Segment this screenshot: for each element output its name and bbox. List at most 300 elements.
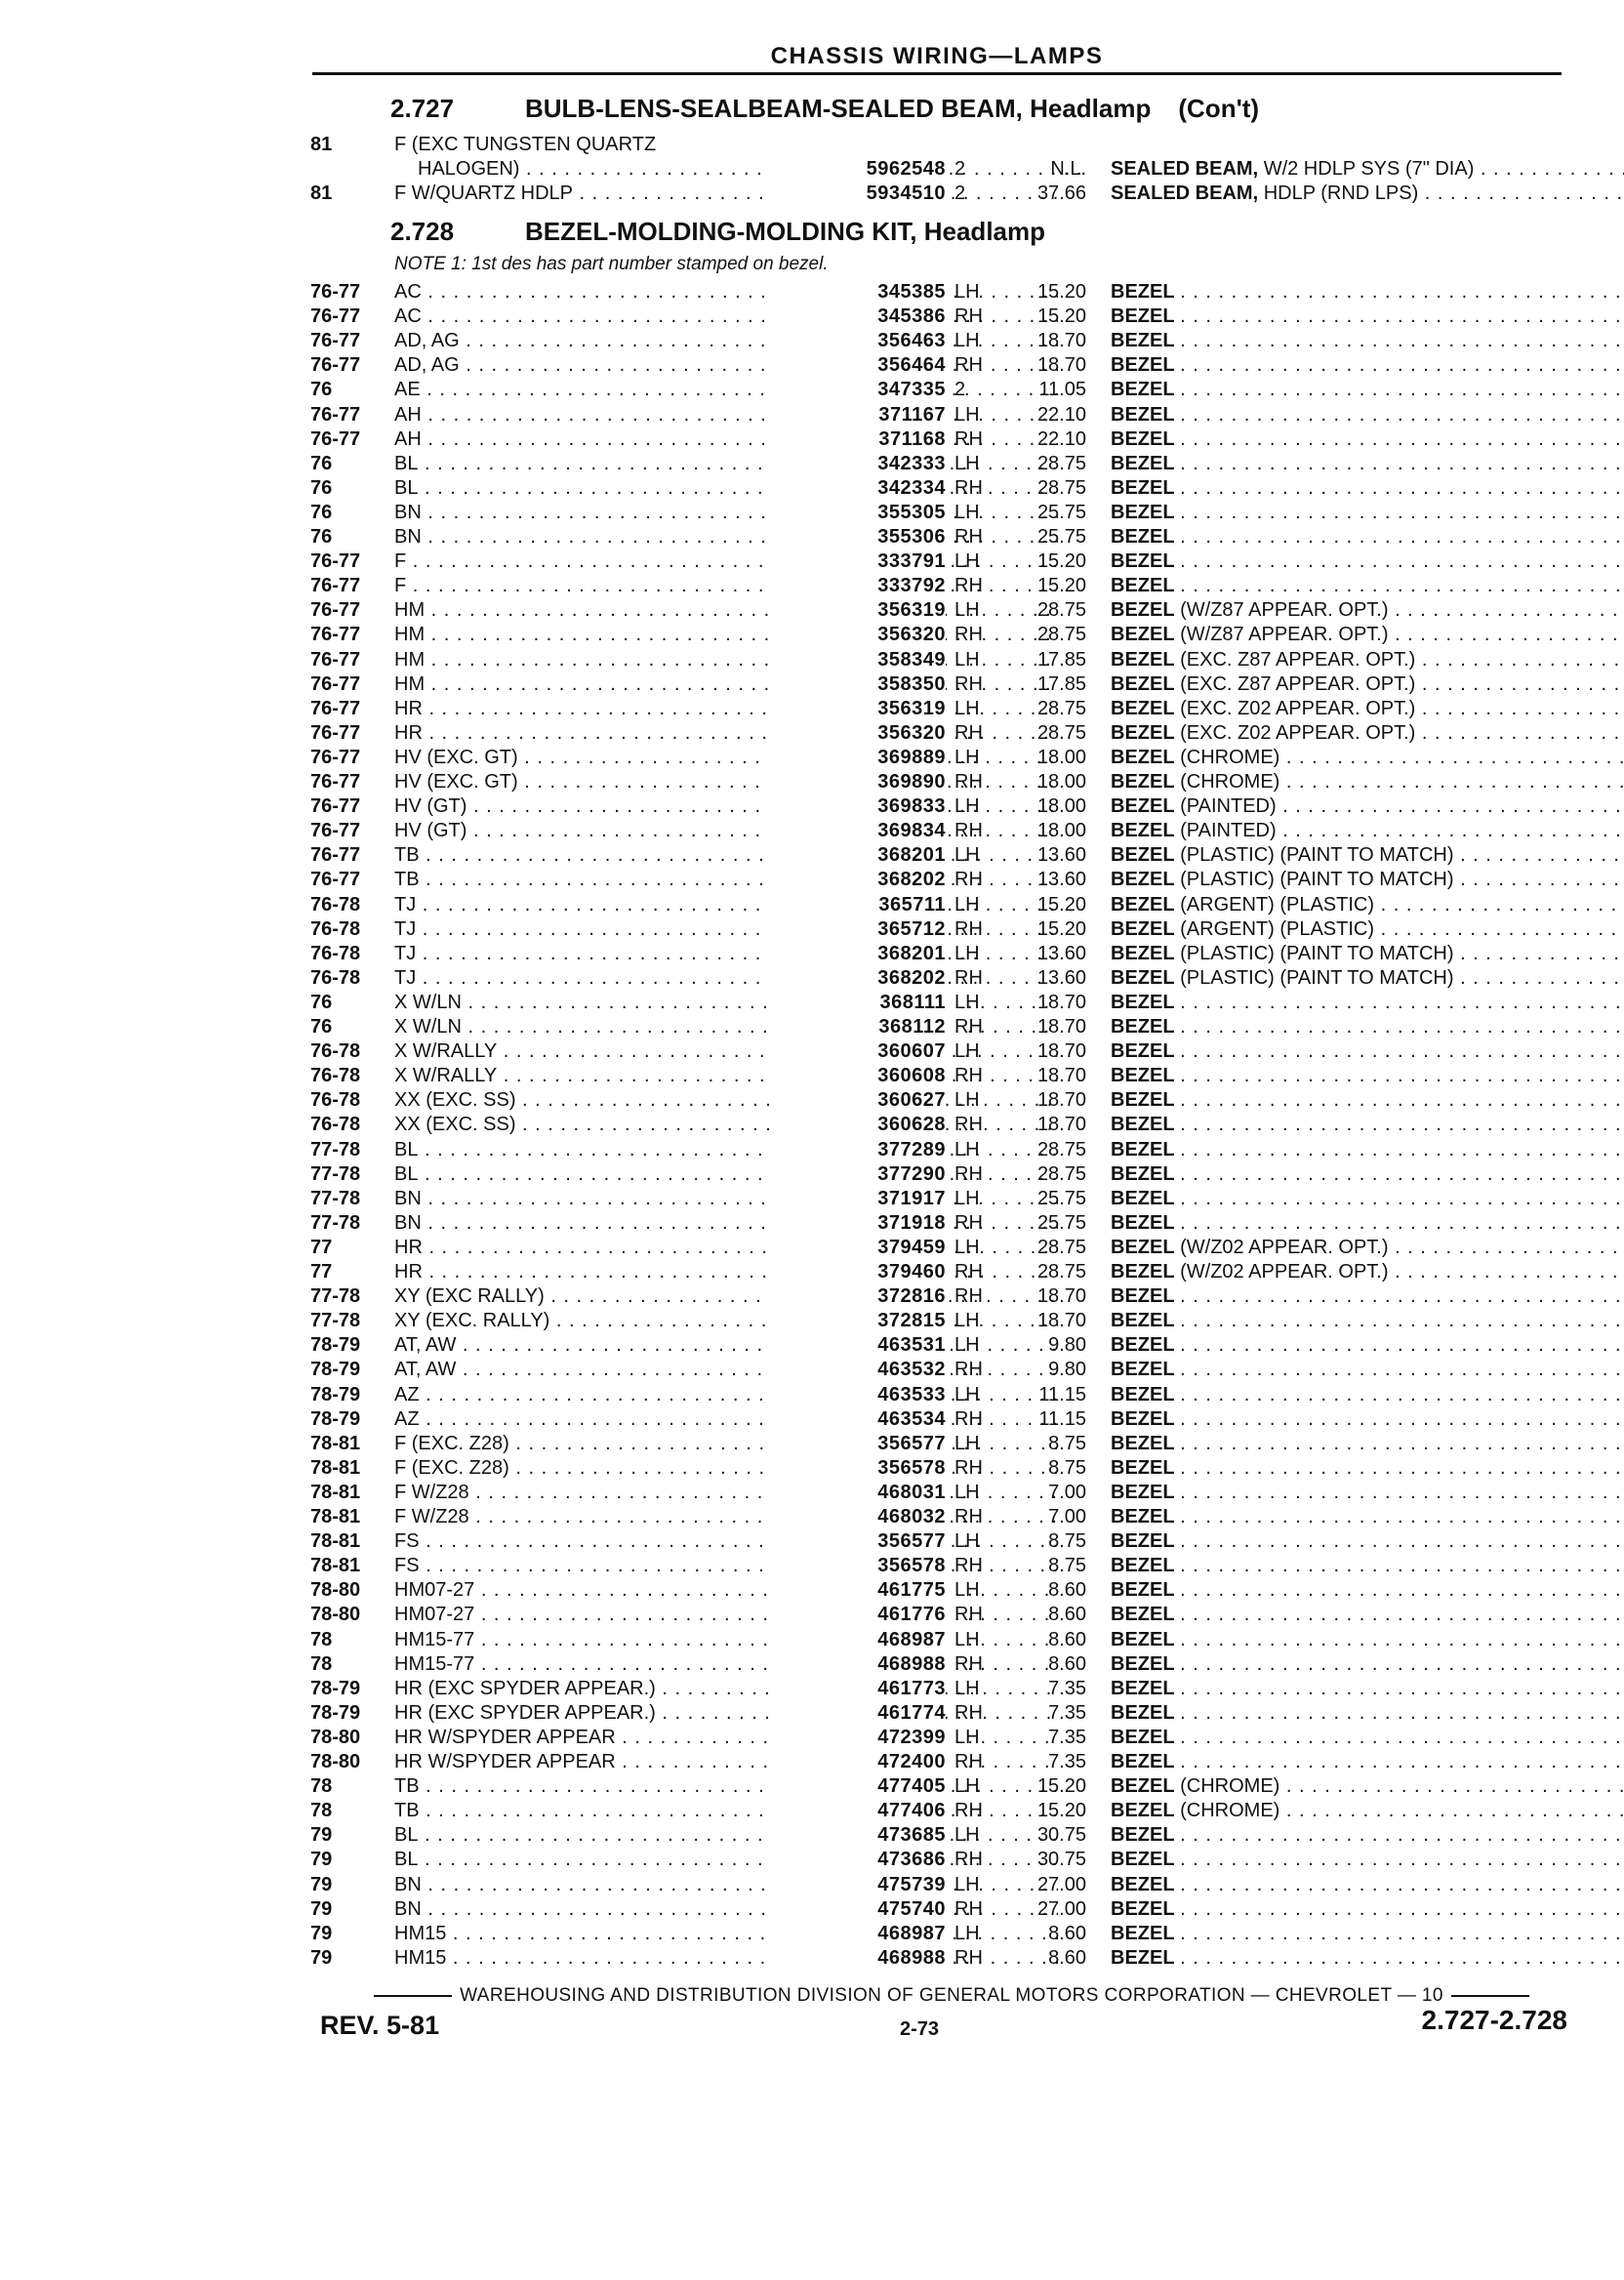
quantity: LH: [954, 1874, 980, 1895]
part-number: 342334: [769, 476, 946, 501]
table-row: [310, 1187, 1579, 1211]
model-years: 76-77: [310, 305, 361, 327]
part-name-main: BEZEL: [1111, 1065, 1175, 1086]
table-row: [310, 1946, 1579, 1971]
price: 27.00: [1036, 1874, 1086, 1895]
model-years: 76-77: [310, 673, 361, 695]
part-number: 372815: [769, 1309, 946, 1333]
table-row: [310, 893, 1579, 917]
part-name-detail: (PLASTIC) (PAINT TO MATCH): [1180, 844, 1454, 866]
part-name: [1111, 1162, 1624, 1187]
model-years: 78-81: [310, 1482, 361, 1503]
part-name-main: BEZEL: [1111, 1016, 1175, 1038]
model-years: 78: [310, 1653, 333, 1675]
part-name: [1111, 843, 1624, 868]
price: 11.05: [1038, 379, 1086, 400]
price: 28.75: [1036, 1261, 1086, 1282]
part-name-main: BEZEL: [1111, 428, 1175, 450]
model-description: BL . . .: [394, 1823, 1058, 1848]
part-name-main: BEZEL: [1111, 1163, 1175, 1185]
price: 15.20: [1036, 305, 1086, 327]
part-name-main: BEZEL: [1111, 330, 1175, 351]
model-description: BN . . .: [394, 501, 1058, 525]
quantity: LH: [954, 1040, 980, 1062]
section-range: 2.727-2.728: [1421, 2005, 1567, 2035]
part-number: 347335: [769, 378, 946, 402]
table-row: [310, 403, 1579, 428]
part-name: [1111, 697, 1624, 721]
part-name-main: BEZEL: [1111, 453, 1175, 474]
part-name-detail: (CHROME): [1180, 1775, 1280, 1797]
part-name-main: BEZEL: [1111, 1555, 1175, 1576]
model-years: 81: [310, 183, 333, 204]
part-name-main: BEZEL: [1111, 1604, 1175, 1625]
model-years: 76-77: [310, 428, 361, 450]
model-description: F . . .: [394, 574, 1058, 598]
part-name: [1111, 1284, 1624, 1309]
part-number: 356464: [769, 353, 946, 378]
price: 18.00: [1036, 820, 1086, 841]
price: 28.75: [1036, 624, 1086, 645]
part-number: 342333: [769, 452, 946, 476]
model-description: X W/LN . . .: [394, 991, 1058, 1015]
quantity: RH: [954, 673, 983, 695]
model-description: HM . . .: [394, 598, 1058, 623]
part-number: 356320: [769, 721, 946, 746]
quantity: LH: [954, 550, 980, 572]
model-years: 76-77: [310, 599, 361, 621]
part-name: [1111, 746, 1624, 770]
quantity: RH: [954, 1408, 983, 1430]
model-description: BN . . .: [394, 1873, 1058, 1897]
table-row: [310, 966, 1579, 991]
model-years: 76-77: [310, 281, 361, 303]
model-description: FS . . .: [394, 1529, 1058, 1554]
part-name: [1111, 1358, 1624, 1382]
part-name-main: SEALED BEAM,: [1111, 158, 1259, 180]
price: 28.75: [1036, 722, 1086, 744]
part-name: [1111, 329, 1624, 353]
table-row: [310, 721, 1579, 746]
part-number: 368111: [769, 991, 946, 1015]
model-description: HM . . .: [394, 648, 1058, 672]
model-description: TB . . .: [394, 868, 1058, 892]
section-2728-title: [390, 217, 1045, 247]
model-description: AC . . .: [394, 305, 1058, 329]
page-number: 2-73: [900, 2018, 940, 2040]
table-row: [310, 648, 1579, 672]
table-row: [310, 452, 1579, 476]
model-years: 78-81: [310, 1506, 361, 1527]
model-years: 78-79: [310, 1408, 361, 1430]
part-name: [1111, 1603, 1624, 1627]
quantity: RH: [954, 1555, 983, 1576]
part-name: [1111, 157, 1624, 182]
part-name: [1111, 1015, 1624, 1039]
part-number: 463531: [769, 1333, 946, 1358]
quantity: LH: [954, 844, 980, 866]
model-years: 78-79: [310, 1678, 361, 1699]
quantity: RH: [954, 575, 983, 596]
price: 18.70: [1036, 1089, 1086, 1111]
part-name: [1111, 868, 1624, 892]
part-number: 368112: [769, 1015, 946, 1039]
price: 18.70: [1036, 1016, 1086, 1038]
part-name-detail: (W/Z87 APPEAR. OPT.): [1180, 624, 1389, 645]
table-row: [310, 868, 1579, 892]
part-name: [1111, 1236, 1624, 1260]
part-name-main: BEZEL: [1111, 1727, 1175, 1748]
part-number: 377289: [769, 1138, 946, 1162]
part-name: [1111, 1750, 1624, 1774]
price: 8.60: [1048, 1629, 1086, 1650]
part-number: 368202: [769, 966, 946, 991]
part-name-detail: HDLP (RND LPS): [1263, 183, 1419, 204]
price: 37.66: [1036, 183, 1086, 204]
part-name-main: BEZEL: [1111, 1629, 1175, 1650]
model-description: BL . . .: [394, 1848, 1058, 1872]
table-row: [310, 1848, 1579, 1872]
price: 8.60: [1048, 1947, 1086, 1969]
table-row: [310, 1603, 1579, 1627]
quantity: LH: [954, 943, 980, 964]
price: 18.00: [1036, 747, 1086, 768]
quantity: LH: [954, 1629, 980, 1650]
section-number: 2.727: [390, 94, 455, 123]
part-number: 360628: [769, 1113, 946, 1137]
part-number: 365711: [769, 893, 946, 917]
revision-label: REV. 5-81: [320, 2011, 440, 2040]
price: 15.20: [1036, 1775, 1086, 1797]
model-years: 76: [310, 502, 333, 523]
model-description: FS . . .: [394, 1554, 1058, 1578]
quantity: LH: [954, 1727, 980, 1748]
model-years: 77-78: [310, 1285, 361, 1307]
part-number: 5934510: [769, 182, 946, 206]
quantity: RH: [954, 1702, 983, 1724]
table-row: [310, 1284, 1579, 1309]
price: 28.75: [1036, 698, 1086, 719]
part-number: 468987: [769, 1628, 946, 1652]
table-row: [310, 1088, 1579, 1113]
part-number: 377290: [769, 1162, 946, 1187]
quantity: LH: [954, 1139, 980, 1160]
part-name-main: BEZEL: [1111, 1482, 1175, 1503]
quantity: RH: [954, 1285, 983, 1307]
part-number: 369833: [769, 794, 946, 819]
part-number: 371167: [769, 403, 946, 428]
quantity: LH: [954, 1923, 980, 1944]
table-row: [310, 1774, 1579, 1799]
quantity: LH: [954, 747, 980, 768]
model-years: 78-81: [310, 1433, 361, 1454]
quantity: LH: [954, 1237, 980, 1258]
model-years: 77-78: [310, 1163, 361, 1185]
model-years: 76: [310, 453, 333, 474]
part-name-detail: (PLASTIC) (PAINT TO MATCH): [1180, 869, 1454, 890]
part-name-main: BEZEL: [1111, 1824, 1175, 1846]
model-years: 78-80: [310, 1751, 361, 1772]
part-number: 358350: [769, 672, 946, 697]
part-name-main: BEZEL: [1111, 1188, 1175, 1209]
price: 28.75: [1036, 599, 1086, 621]
part-number: 371168: [769, 428, 946, 452]
part-name: [1111, 182, 1624, 206]
table-row: [310, 157, 1579, 182]
table-row: [310, 843, 1579, 868]
part-name: [1111, 1064, 1624, 1088]
part-name: [1111, 378, 1624, 402]
model-years: 76-77: [310, 649, 361, 671]
part-number: 463533: [769, 1383, 946, 1407]
part-number: 473686: [769, 1848, 946, 1872]
model-description: X W/RALLY . . .: [394, 1039, 1058, 1064]
quantity: RH: [954, 624, 983, 645]
model-description: XY (EXC. RALLY) . . .: [394, 1309, 1058, 1333]
part-number: 360607: [769, 1039, 946, 1064]
quantity: LH: [954, 599, 980, 621]
table-row: [310, 476, 1579, 501]
part-name-main: BEZEL: [1111, 1089, 1175, 1111]
part-name: [1111, 1652, 1624, 1677]
model-description: HM15-77 . . .: [394, 1628, 1058, 1652]
quantity: RH: [954, 967, 983, 989]
section-2727-title: [390, 94, 1259, 124]
model-description: BN . . .: [394, 1187, 1058, 1211]
model-description: HM07-27 . . .: [394, 1578, 1058, 1603]
model-description: AZ . . .: [394, 1407, 1058, 1432]
part-number: 345385: [769, 280, 946, 305]
model-description: HR (EXC SPYDER APPEAR.) . . .: [394, 1677, 1058, 1701]
model-years: 79: [310, 1923, 333, 1944]
model-years: 76-77: [310, 624, 361, 645]
model-years: 78-79: [310, 1384, 361, 1405]
model-years: 81: [310, 134, 333, 155]
quantity: RH: [954, 1849, 983, 1870]
model-description: HR . . .: [394, 697, 1058, 721]
price: 7.00: [1048, 1482, 1086, 1503]
model-description: HR . . .: [394, 1236, 1058, 1260]
part-name-main: BEZEL: [1111, 550, 1175, 572]
part-name: [1111, 1039, 1624, 1064]
table-row: [310, 1652, 1579, 1677]
quantity: LH: [954, 502, 980, 523]
price: 18.70: [1036, 1285, 1086, 1307]
section-name: BEZEL-MOLDING-MOLDING KIT, Headlamp: [525, 217, 1045, 246]
part-name: [1111, 672, 1624, 697]
part-name: [1111, 1873, 1624, 1897]
part-number: 360608: [769, 1064, 946, 1088]
model-years: 76-77: [310, 698, 361, 719]
quantity: LH: [954, 698, 980, 719]
part-number: 365712: [769, 917, 946, 942]
part-number: 461775: [769, 1578, 946, 1603]
model-years: 76: [310, 992, 333, 1013]
model-years: 76-78: [310, 1114, 361, 1135]
quantity: RH: [954, 428, 983, 450]
price: 13.60: [1036, 943, 1086, 964]
part-name: [1111, 1922, 1624, 1946]
part-name-main: BEZEL: [1111, 1923, 1175, 1944]
price: 18.70: [1036, 354, 1086, 376]
part-number: 356320: [769, 623, 946, 647]
part-number: 355305: [769, 501, 946, 525]
table-row: [310, 746, 1579, 770]
model-description: TJ . . .: [394, 893, 1058, 917]
page-header: CHASSIS WIRING—LAMPS: [770, 43, 1104, 69]
part-name-main: BEZEL: [1111, 1334, 1175, 1356]
part-number: 356463: [769, 329, 946, 353]
price: 8.60: [1048, 1604, 1086, 1625]
quantity: LH: [954, 795, 980, 817]
model-description: AT, AW . . .: [394, 1358, 1058, 1382]
model-description: F W/Z28 . . .: [394, 1481, 1058, 1505]
part-name-main: BEZEL: [1111, 502, 1175, 523]
model-description: AC . . .: [394, 280, 1058, 305]
price: 25.75: [1036, 1212, 1086, 1234]
part-name-main: BEZEL: [1111, 649, 1175, 671]
price: 8.60: [1048, 1653, 1086, 1675]
model-years: 78: [310, 1800, 333, 1821]
part-number: 356577: [769, 1432, 946, 1456]
quantity: RH: [954, 1898, 983, 1920]
model-description: AZ . . .: [394, 1383, 1058, 1407]
part-name-detail: W/2 HDLP SYS (7" DIA): [1263, 158, 1475, 180]
part-number: 477405: [769, 1774, 946, 1799]
model-years: 79: [310, 1898, 333, 1920]
part-name-main: SEALED BEAM,: [1111, 183, 1259, 204]
part-name-main: BEZEL: [1111, 1678, 1175, 1699]
part-name-main: BEZEL: [1111, 379, 1175, 400]
part-number: 475739: [769, 1873, 946, 1897]
price: 28.75: [1036, 1139, 1086, 1160]
model-years: 78: [310, 1775, 333, 1797]
part-name-detail: (ARGENT) (PLASTIC): [1180, 918, 1375, 940]
price: 13.60: [1036, 967, 1086, 989]
quantity: RH: [954, 305, 983, 327]
quantity: LH: [954, 1089, 980, 1111]
part-number: 472400: [769, 1750, 946, 1774]
table-row: [310, 1162, 1579, 1187]
model-description: HV (GT) . . .: [394, 819, 1058, 843]
part-name: [1111, 942, 1624, 966]
part-name: [1111, 794, 1624, 819]
part-name: [1111, 770, 1624, 794]
quantity: RH: [954, 1653, 983, 1675]
model-description: TB . . .: [394, 1799, 1058, 1823]
model-description: HR W/SPYDER APPEAR . . .: [394, 1726, 1058, 1750]
model-years: 78-79: [310, 1702, 361, 1724]
part-name: [1111, 428, 1624, 452]
price: 17.85: [1036, 649, 1086, 671]
price: 18.00: [1036, 771, 1086, 793]
model-description: XX (EXC. SS) . . .: [394, 1113, 1058, 1137]
table-row: [310, 378, 1579, 402]
part-name-main: BEZEL: [1111, 747, 1175, 768]
quantity: RH: [954, 869, 983, 890]
part-number: 461774: [769, 1701, 946, 1726]
table-row: [310, 1211, 1579, 1236]
part-name-main: BEZEL: [1111, 1874, 1175, 1895]
model-description: TB . . .: [394, 1774, 1058, 1799]
price: 9.80: [1048, 1359, 1086, 1380]
part-name: [1111, 1848, 1624, 1872]
part-name: [1111, 403, 1624, 428]
part-number: 369890: [769, 770, 946, 794]
part-name: [1111, 1946, 1624, 1971]
part-number: 468988: [769, 1652, 946, 1677]
part-name: [1111, 280, 1624, 305]
part-name-detail: (CHROME): [1180, 1800, 1280, 1821]
part-number: 379459: [769, 1236, 946, 1260]
table-row: [310, 1922, 1579, 1946]
part-name-main: BEZEL: [1111, 404, 1175, 426]
table-row: [310, 1750, 1579, 1774]
model-description: AH . . .: [394, 403, 1058, 428]
price: 15.20: [1036, 550, 1086, 572]
part-name: [1111, 1554, 1624, 1578]
part-name-detail: (PLASTIC) (PAINT TO MATCH): [1180, 967, 1454, 989]
model-years: 76: [310, 1016, 333, 1038]
price: 18.00: [1036, 795, 1086, 817]
part-name-detail: (CHROME): [1180, 771, 1280, 793]
quantity: RH: [954, 1261, 983, 1282]
model-years: 78-81: [310, 1530, 361, 1552]
quantity: RH: [954, 1359, 983, 1380]
part-name-detail: (PLASTIC) (PAINT TO MATCH): [1180, 943, 1454, 964]
model-years: 79: [310, 1849, 333, 1870]
part-name-detail: (EXC. Z87 APPEAR. OPT.): [1180, 673, 1416, 695]
part-name-main: BEZEL: [1111, 992, 1175, 1013]
part-number: 461776: [769, 1603, 946, 1627]
price: 18.70: [1036, 330, 1086, 351]
part-name: [1111, 1309, 1624, 1333]
header-rule: [312, 72, 1562, 75]
part-name-detail: (W/Z02 APPEAR. OPT.): [1180, 1261, 1389, 1282]
price: 25.75: [1036, 1188, 1086, 1209]
price: N.L.: [1050, 158, 1086, 180]
model-years: 76-77: [310, 869, 361, 890]
part-name-main: BEZEL: [1111, 698, 1175, 719]
table-row: [310, 1260, 1579, 1284]
part-name-main: BEZEL: [1111, 477, 1175, 499]
quantity: RH: [954, 526, 983, 548]
part-name: [1111, 819, 1624, 843]
model-years: 79: [310, 1947, 333, 1969]
part-number: 368201: [769, 942, 946, 966]
footer-division-text: WAREHOUSING AND DISTRIBUTION DIVISION OF GENERAL MOTORS CORPORATION — CHEVROLET — 10: [460, 1985, 1443, 2006]
part-name-main: BEZEL: [1111, 869, 1175, 890]
part-name: [1111, 1113, 1624, 1137]
quantity: RH: [954, 1800, 983, 1821]
table-row: [310, 1358, 1579, 1382]
part-name: [1111, 1578, 1624, 1603]
price: 15.20: [1036, 894, 1086, 916]
quantity: LH: [954, 649, 980, 671]
price: 28.75: [1036, 477, 1086, 499]
model-years: 78-79: [310, 1359, 361, 1380]
part-number: 463532: [769, 1358, 946, 1382]
table-row: [310, 501, 1579, 525]
part-number: 358349: [769, 648, 946, 672]
model-years: 76-78: [310, 1065, 361, 1086]
price: 18.70: [1036, 992, 1086, 1013]
quantity: LH: [954, 1775, 980, 1797]
model-description: F . . .: [394, 550, 1058, 574]
part-name-main: BEZEL: [1111, 722, 1175, 744]
quantity: LH: [954, 281, 980, 303]
model-years: 76-78: [310, 967, 361, 989]
